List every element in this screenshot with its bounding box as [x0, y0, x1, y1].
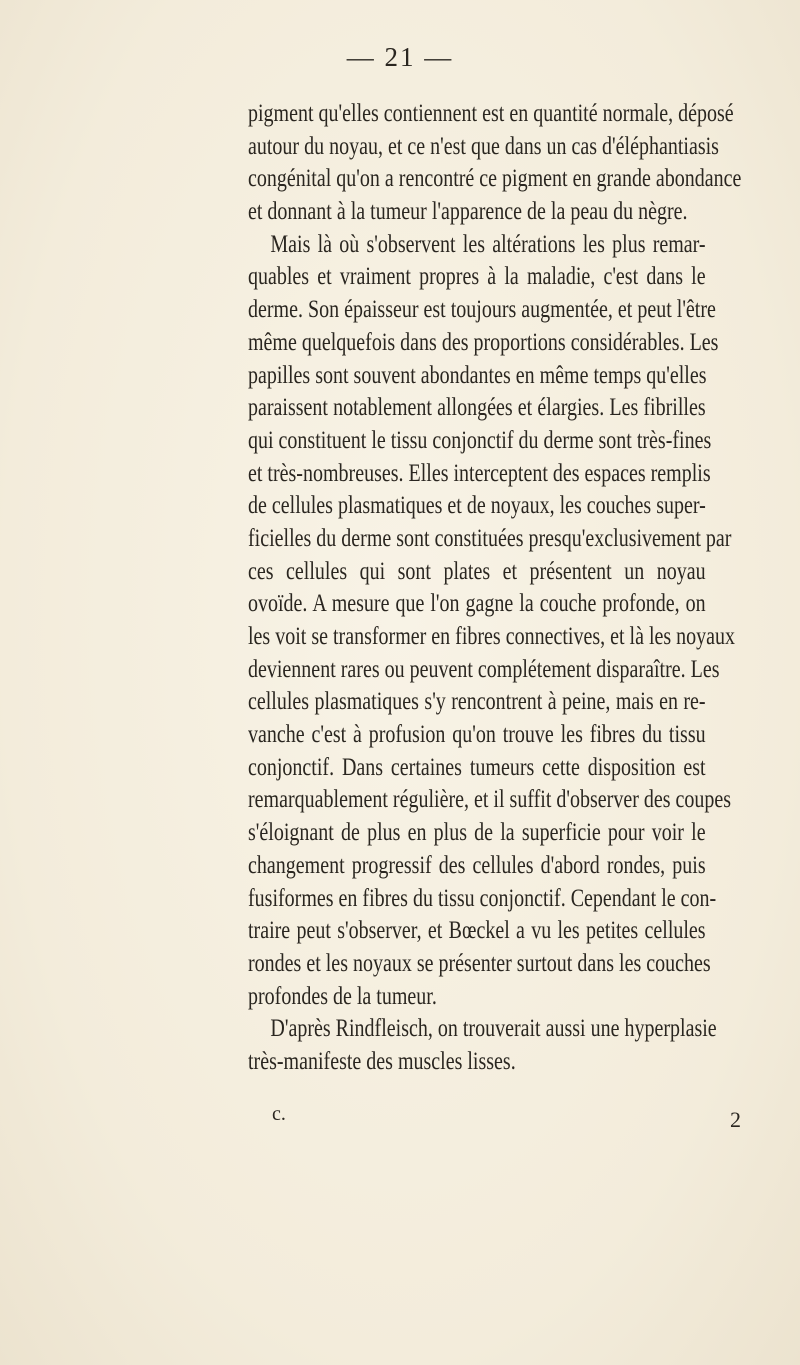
text-line: vanche c'est à profusion qu'on trouve les fibres du tissu — [248, 721, 706, 749]
body-text — [248, 98, 742, 1079]
text-line: s'éloignant de plus en plus de la superficie pour voir le — [248, 819, 706, 847]
text-line: pigment qu'elles contiennent est en quantité normale, déposé — [248, 100, 734, 127]
text-line: traire peut s'observer, et Bœckel a vu les petites cellules — [248, 917, 706, 945]
text-line: et très-nombreuses. Elles interceptent des espaces remplis — [248, 459, 711, 487]
text-line: ces cellules qui sont plates et présentent un noyau — [248, 557, 706, 585]
text-line: remarquablement régulière, et il suffit d'observer des coupes — [248, 786, 732, 814]
text-line: deviennent rares ou peuvent complétement disparaître. Les — [248, 655, 720, 683]
text-line: fusiformes en fibres du tissu conjonctif. Cependant le con- — [248, 884, 717, 912]
text-line: qui constituent le tissu conjonctif du derme sont très-fines — [248, 426, 712, 454]
text-line: paraissent notablement allongées et élargies. Les fibrilles — [248, 394, 706, 422]
text-line: profondes de la tumeur. — [248, 982, 437, 1010]
text-line: de cellules plasmatiques et de noyaux, les couches super- — [248, 492, 706, 520]
text-line: très-manifeste des muscles lisses. — [248, 1047, 516, 1075]
text-line: congénital qu'on a rencontré ce pigment en grande abondance — [248, 165, 742, 193]
text-line: conjonctif. Dans certaines tumeurs cette disposition est — [248, 753, 706, 781]
text-line: D'après Rindfleisch, on trouverait aussi une hyperplasie — [270, 1015, 717, 1043]
text-line: quables et vraiment propres à la maladie, c'est dans le — [248, 263, 706, 291]
text-line: et donnant à la tumeur l'apparence de la peau du nègre. — [248, 198, 688, 226]
text-line: ovoïde. A mesure que l'on gagne la couche profonde, on — [248, 590, 706, 618]
text-line: Mais là où s'observent les altérations les plus remar- — [270, 230, 706, 258]
signature-mark: c. — [272, 1103, 286, 1125]
text-line: ficielles du derme sont constituées presqu'exclusivement par — [248, 524, 732, 552]
text-line: derme. Son épaisseur est toujours augmentée, et peut l'être — [248, 296, 716, 324]
text-line: cellules plasmatiques s'y rencontrent à peine, mais en re- — [248, 688, 706, 716]
text-line: changement progressif des cellules d'abord rondes, puis — [248, 851, 706, 879]
text-line: rondes et les noyaux se présenter surtout dans les couches — [248, 949, 711, 977]
signature-number: 2 — [730, 1107, 741, 1132]
text-line: autour du noyau, et ce n'est que dans un cas d'éléphantiasis — [248, 132, 719, 160]
page-number: — 21 — — [346, 42, 454, 72]
text-line: les voit se transformer en fibres connectives, et là les noyaux — [248, 623, 736, 650]
text-line: même quelquefois dans des proportions considérables. Les — [248, 328, 719, 356]
text-line: papilles sont souvent abondantes en même temps qu'elles — [248, 361, 707, 389]
